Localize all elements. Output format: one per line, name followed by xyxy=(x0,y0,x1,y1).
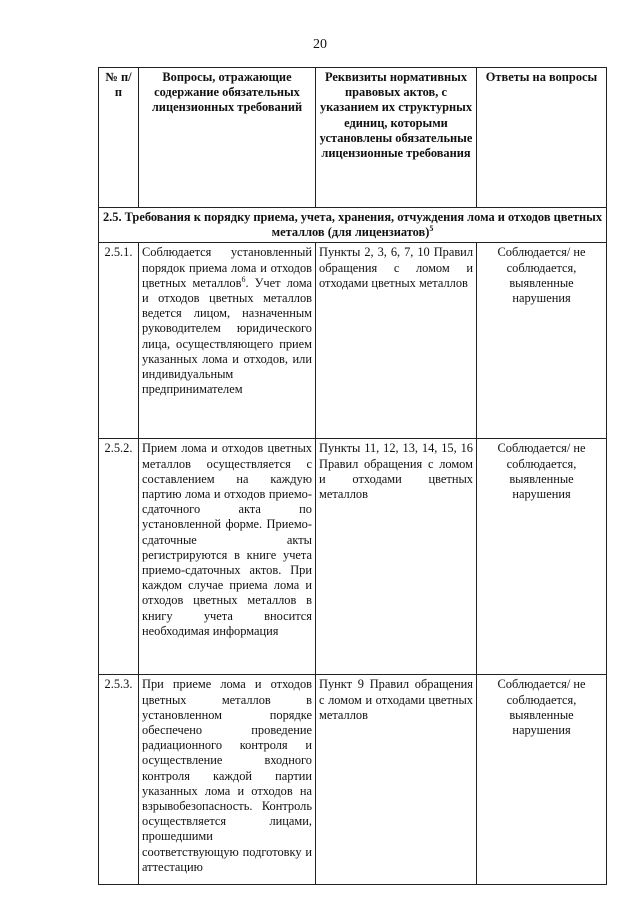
row-requisites: Пункты 2, 3, 6, 7, 10 Правил обращения с ломом и отходами цветных металлов xyxy=(316,243,477,439)
row-answer: Соблюдается/ не соблюдается, выявленные нарушения xyxy=(477,243,607,439)
row-question-footnote: 6 xyxy=(241,274,246,284)
section-row xyxy=(99,208,607,243)
table-row xyxy=(99,439,607,675)
row-question-text: При приеме лома и отходов цветных металлов в установленном порядке обеспечено проведение радиационного контроля и осуществление входного контроля каждой партии указанных лома и отходов на взрывобезопасность. Контроль осуществляется лицами, прошедшими соответствующую подготовку и аттестацию xyxy=(142,677,312,874)
page-number: 20 xyxy=(313,37,327,52)
row-question-text: Соблюдается установленный порядок приема лома и отходов цветных металлов xyxy=(142,245,312,290)
row-question xyxy=(139,243,316,439)
row-requisites: Пункты 11, 12, 13, 14, 15, 16 Правил обращения с ломом и отходами цветных металлов xyxy=(316,439,477,675)
section-title: 2.5. Требования к порядку приема, учета, хранения, отчуждения лома и отходов цветных металлов (для лицензиатов) xyxy=(102,210,603,240)
row-question xyxy=(139,675,316,885)
header-requisites: Реквизиты нормативных правовых актов, с указанием их структурных единиц, которыми установлены обязательные лицензионные требования xyxy=(316,68,477,208)
row-answer: Соблюдается/ не соблюдается, выявленные нарушения xyxy=(477,675,607,885)
row-requisites: Пункт 9 Правил обращения с ломом и отходами цветных металлов xyxy=(316,675,477,885)
row-num: 2.5.2. xyxy=(99,439,139,675)
table-row xyxy=(99,243,607,439)
table-header-row xyxy=(99,68,607,208)
section-title-cell xyxy=(99,208,607,243)
header-answers: Ответы на вопросы xyxy=(477,68,607,208)
row-question-text: Прием лома и отходов цветных металлов осуществляется с составлением на каждую партию лома и отходов приемо-сдаточного акта по установленной форме. Приемо-сдаточные акты регистрируются в книге учета приемо-сдаточных актов. При каждом случае приема лома и отходов цветных металлов в книгу учета вносится необходимая информация xyxy=(142,441,312,638)
row-num: 2.5.1. xyxy=(99,243,139,439)
section-footnote: 5 xyxy=(429,224,434,234)
requirements-table xyxy=(98,67,607,885)
row-num: 2.5.3. xyxy=(99,675,139,885)
header-questions: Вопросы, отражающие содержание обязательных лицензионных требований xyxy=(139,68,316,208)
table-row xyxy=(99,675,607,885)
row-question xyxy=(139,439,316,675)
row-question-text-cont: . Учет лома и отходов цветных металлов ведется лицом, назначенным руководителем юридического лица, осуществляющего прием указанных лома и отходов, или индивидуальным предпринимателем xyxy=(142,275,312,397)
header-num: № п/п xyxy=(99,68,139,208)
row-answer: Соблюдается/ не соблюдается, выявленные нарушения xyxy=(477,439,607,675)
